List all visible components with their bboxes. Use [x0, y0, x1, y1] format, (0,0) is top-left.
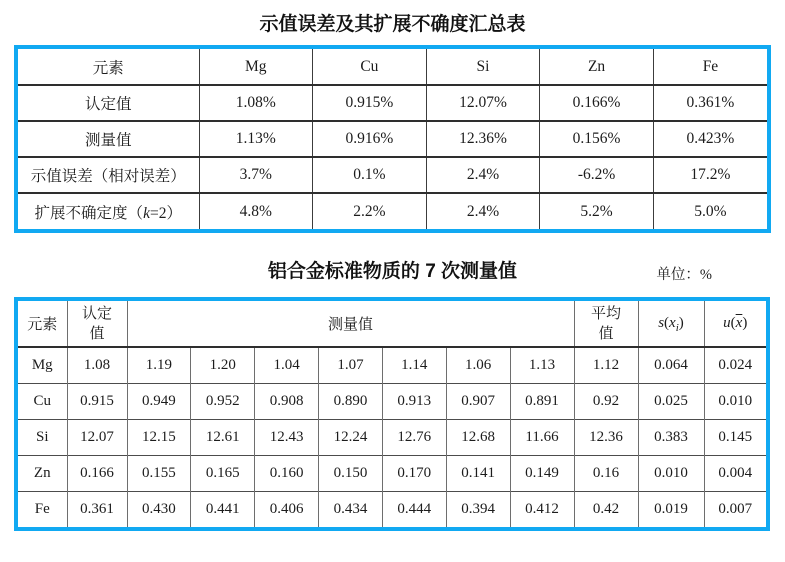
measurements-row-si: [18, 419, 766, 455]
table-cell: 1.19: [127, 347, 191, 383]
element-cell: Zn: [18, 455, 67, 491]
mean-cell: 1.12: [574, 347, 638, 383]
header-uncertainty-mean: $u(\overline{x})$: [704, 301, 766, 347]
k-variable: k: [143, 204, 150, 222]
row-label: 示值误差（相对误差）: [18, 157, 199, 193]
table-cell: 0.412: [510, 491, 574, 527]
row-label: 扩展不确定度（k=2）: [18, 193, 199, 229]
table-cell: 5.0%: [653, 193, 767, 229]
table-cell: 1.13%: [199, 121, 313, 157]
header-element: 元素: [18, 301, 67, 347]
table-cell: 2.4%: [426, 193, 540, 229]
table-cell: 12.24: [319, 419, 383, 455]
uncertainty-cell: 0.010: [704, 383, 766, 419]
summary-header-mg: Mg: [199, 49, 313, 85]
stddev-cell: 0.383: [638, 419, 704, 455]
table-cell: 12.61: [191, 419, 255, 455]
stddev-cell: 0.019: [638, 491, 704, 527]
table-cell: 12.76: [382, 419, 446, 455]
table-cell: 1.13: [510, 347, 574, 383]
table-cell: 0.916%: [313, 121, 427, 157]
certified-cell: 0.361: [67, 491, 127, 527]
summary-table: [14, 45, 771, 233]
summary-header-si: Si: [426, 49, 540, 85]
mean-cell: 12.36: [574, 419, 638, 455]
measurements-row-fe: [18, 491, 766, 527]
table-cell: 0.423%: [653, 121, 767, 157]
table-cell: 4.8%: [199, 193, 313, 229]
table-cell: 0.913: [382, 383, 446, 419]
table-cell: 0.165: [191, 455, 255, 491]
table-cell: 0.430: [127, 491, 191, 527]
uncertainty-cell: 0.007: [704, 491, 766, 527]
table-cell: 0.141: [446, 455, 510, 491]
table-cell: 3.7%: [199, 157, 313, 193]
table-cell: 1.07: [319, 347, 383, 383]
summary-row-certified: [18, 85, 767, 121]
unit-label: 单位：%: [656, 267, 712, 283]
row-label: 测量值: [18, 121, 199, 157]
summary-header-row: [18, 49, 767, 85]
uncertainty-cell: 0.024: [704, 347, 766, 383]
mean-cell: 0.42: [574, 491, 638, 527]
measurements-row-mg: [18, 347, 766, 383]
header-mean: 平均 值: [574, 301, 638, 347]
table-cell: 0.915%: [313, 85, 427, 121]
table-cell: 0.890: [319, 383, 383, 419]
table-cell: 2.4%: [426, 157, 540, 193]
certified-cell: 0.915: [67, 383, 127, 419]
summary-header-fe: Fe: [653, 49, 767, 85]
summary-row-error: [18, 157, 767, 193]
uncertainty-cell: 0.004: [704, 455, 766, 491]
table-cell: 1.06: [446, 347, 510, 383]
measurements-row-cu: [18, 383, 766, 419]
stddev-cell: 0.064: [638, 347, 704, 383]
table-cell: 0.160: [255, 455, 319, 491]
table-cell: 0.908: [255, 383, 319, 419]
table-cell: 0.156%: [540, 121, 654, 157]
row-label: 认定值: [18, 85, 199, 121]
certified-cell: 12.07: [67, 419, 127, 455]
element-cell: Mg: [31, 356, 53, 373]
table-cell: 12.36%: [426, 121, 540, 157]
table-cell: 0.155: [127, 455, 191, 491]
table-cell: 0.149: [510, 455, 574, 491]
uncertainty-cell: 0.145: [704, 419, 766, 455]
summary-header-element: 元素: [92, 59, 124, 77]
table-cell: 0.1%: [313, 157, 427, 193]
summary-header-zn: Zn: [540, 49, 654, 85]
table-cell: 17.2%: [653, 157, 767, 193]
table-cell: 12.15: [127, 419, 191, 455]
table-cell: 1.20: [191, 347, 255, 383]
table-cell: 0.891: [510, 383, 574, 419]
certified-cell: 0.166: [67, 455, 127, 491]
table-cell: 0.166%: [540, 85, 654, 121]
table-cell: 0.361%: [653, 85, 767, 121]
summary-table-title: 示值误差及其扩展不确度汇总表: [259, 14, 526, 35]
mean-cell: 0.16: [574, 455, 638, 491]
element-cell: Cu: [18, 383, 67, 419]
certified-cell: 1.08: [67, 347, 127, 383]
element-cell: Si: [18, 419, 67, 455]
table-cell: 11.66: [510, 419, 574, 455]
summary-row-measured: [18, 121, 767, 157]
table-cell: 1.04: [255, 347, 319, 383]
table-cell: 0.434: [319, 491, 383, 527]
table-cell: 1.08%: [199, 85, 313, 121]
summary-header-cu: Cu: [313, 49, 427, 85]
header-certified: 认定 值: [67, 301, 127, 347]
measurements-header-row: [18, 301, 766, 347]
measurements-title-row: [0, 257, 785, 287]
table-cell: 0.150: [319, 455, 383, 491]
element-cell: Fe: [18, 491, 67, 527]
table-cell: 1.14: [382, 347, 446, 383]
table-cell: 0.952: [191, 383, 255, 419]
table-cell: 12.07%: [426, 85, 540, 121]
header-measured: 测量值: [127, 301, 574, 347]
mean-cell: 0.92: [574, 383, 638, 419]
measurements-row-zn: [18, 455, 766, 491]
stddev-cell: 0.025: [638, 383, 704, 419]
measurements-table-title: 铝合金标准物质的 7 次测量值: [267, 261, 518, 282]
table-cell: 0.949: [127, 383, 191, 419]
stddev-cell: 0.010: [638, 455, 704, 491]
table-cell: 0.170: [382, 455, 446, 491]
table-cell: 2.2%: [313, 193, 427, 229]
table-cell: 0.406: [255, 491, 319, 527]
table-cell: 5.2%: [540, 193, 654, 229]
table-cell: 0.444: [382, 491, 446, 527]
table-cell: 12.68: [446, 419, 510, 455]
table-cell: 0.441: [191, 491, 255, 527]
measurements-table: [14, 297, 770, 531]
table-cell: 0.907: [446, 383, 510, 419]
table-cell: 12.43: [255, 419, 319, 455]
table-cell: -6.2%: [540, 157, 654, 193]
table-cell: 0.394: [446, 491, 510, 527]
header-stddev: $s(x_i)$: [638, 301, 704, 347]
summary-row-uncertainty: [18, 193, 767, 229]
